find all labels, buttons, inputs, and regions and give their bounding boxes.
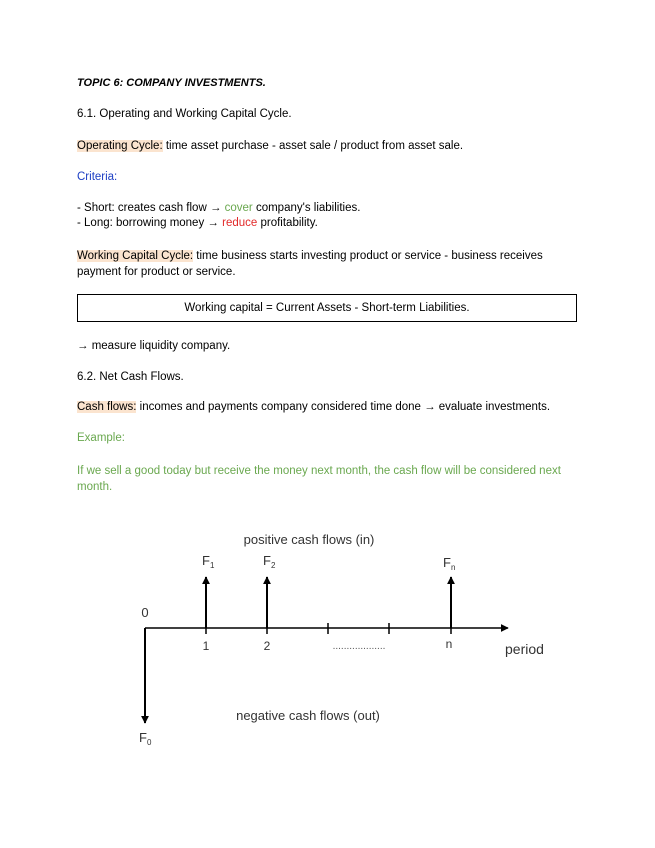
section-2-heading: 6.2. Net Cash Flows. <box>77 371 184 383</box>
criteria-long-rest: profitability. <box>257 217 318 229</box>
cash-flows-definition: incomes and payments company considered time done → evaluate investments. <box>136 401 551 413</box>
tick-1-label: 1 <box>202 639 210 653</box>
tick-2-label: 2 <box>263 639 271 653</box>
example-label: Example: <box>77 432 125 444</box>
working-capital-cycle-term: Working Capital Cycle: <box>77 250 194 262</box>
reduce-keyword: reduce <box>222 217 258 229</box>
operating-cycle-paragraph <box>77 140 463 152</box>
fn-label: $F_n$ <box>443 555 456 572</box>
cash-flows-paragraph <box>77 401 550 413</box>
f0-label: $F_0$ <box>139 730 152 747</box>
criteria-label: Criteria: <box>77 171 118 183</box>
liquidity-note: → measure liquidity company. <box>77 340 231 352</box>
operating-cycle-definition: time asset purchase - asset sale / product from asset sale. <box>162 140 464 152</box>
period-axis-label: period <box>505 641 544 657</box>
criteria-long-text: - Long: borrowing money → <box>77 217 223 229</box>
formula-box <box>77 294 577 322</box>
example-text: If we sell a good today but receive the money next month, the cash flow will be considered next month. <box>77 465 561 493</box>
working-capital-cycle-definition: time business starts investing product or service - business receives payment for product or service. <box>77 250 543 278</box>
working-capital-formula: Working capital = Current Assets - Short-term Liabilities. <box>184 302 470 314</box>
operating-cycle-term: Operating Cycle: <box>77 140 163 152</box>
section-1-heading: 6.1. Operating and Working Capital Cycle. <box>77 108 292 120</box>
negative-cash-flows-label: negative cash flows (out) <box>236 708 380 723</box>
cash-flows-term: Cash flows: <box>77 401 137 413</box>
topic-title: TOPIC 6: COMPANY INVESTMENTS. <box>77 77 266 89</box>
origin-label: 0 <box>141 605 149 620</box>
criteria-short <box>77 202 360 214</box>
criteria-short-text: - Short: creates cash flow → <box>77 202 225 214</box>
positive-cash-flows-label: positive cash flows (in) <box>243 532 375 547</box>
f1-label: $F_1$ <box>202 553 215 570</box>
criteria-long <box>77 217 318 229</box>
criteria-short-rest: company's liabilities. <box>252 202 361 214</box>
cash-flow-diagram <box>0 520 655 760</box>
cover-keyword: cover <box>224 202 253 214</box>
tick-n-label: n <box>445 637 453 651</box>
ellipsis-dots: ................... <box>332 641 386 652</box>
f2-label: $F_2$ <box>263 553 276 570</box>
working-capital-cycle-paragraph <box>77 248 567 280</box>
